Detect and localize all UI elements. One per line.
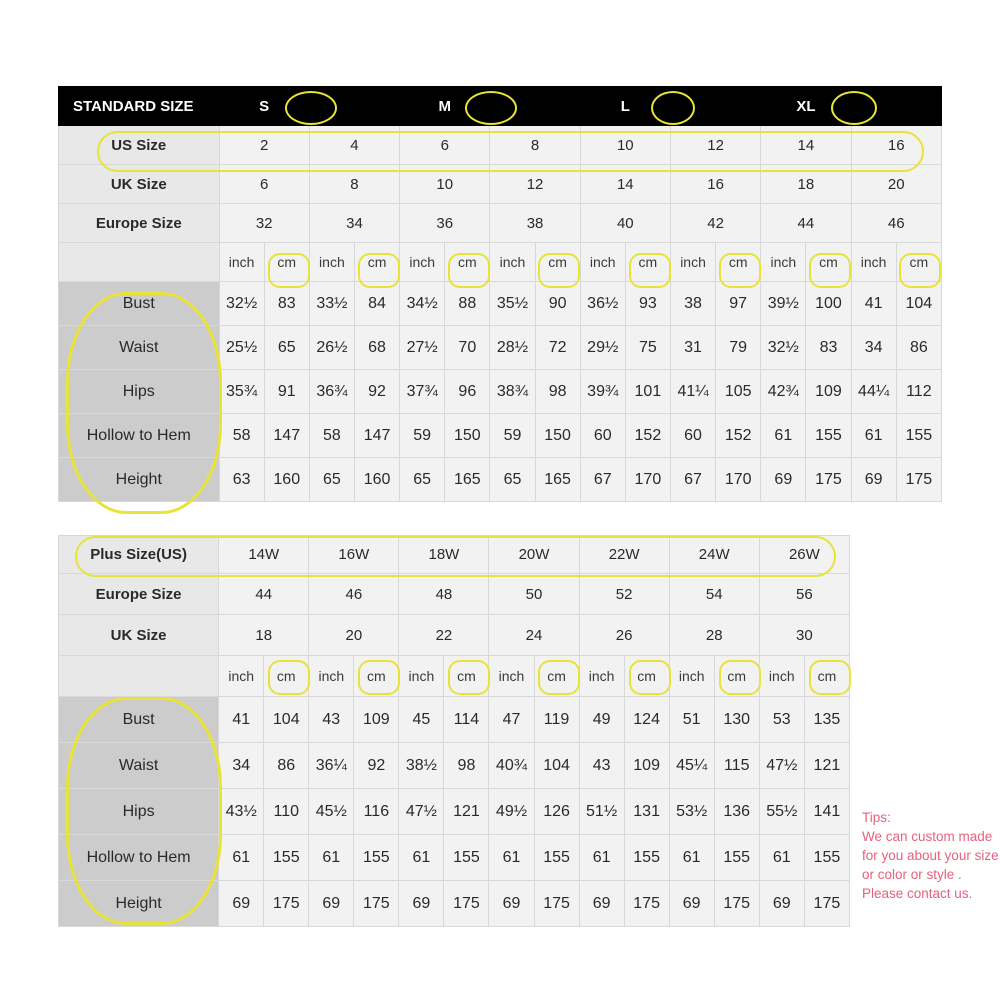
hollow-plus-9: 155 [624,835,669,881]
row-plus-size [59,536,850,574]
hollow-plus-8: 61 [579,835,624,881]
hollow-plus-10: 61 [669,835,714,881]
height-plus-8: 69 [579,881,624,927]
plus-eu-2: 48 [399,574,489,615]
height-plus-9: 175 [624,881,669,927]
waist-plus-4: 38½ [399,743,444,789]
row-label-plus-size: Plus Size(US) [59,536,219,574]
uk-size-1: 8 [309,165,399,204]
height-plus-12: 69 [759,881,804,927]
standard-header-row [59,87,942,126]
height-plus-3: 175 [354,881,399,927]
row-plus-uk-size [59,615,850,656]
bust-std-11: 97 [716,282,761,326]
waist-plus-0: 34 [219,743,264,789]
waist-plus-5: 98 [444,743,489,789]
unit-cm-1: cm [354,243,399,282]
height-std-4: 65 [400,458,445,502]
bust-std-5: 88 [445,282,490,326]
hips-std-6: 38¾ [490,370,535,414]
height-std-9: 170 [625,458,670,502]
row-hollow-to-hem-plus [59,835,850,881]
uk-size-2: 10 [400,165,490,204]
hips-plus-8: 51½ [579,789,624,835]
standard-title: STANDARD SIZE [59,87,220,126]
waist-plus-1: 86 [264,743,309,789]
height-std-12: 69 [761,458,806,502]
bust-std-4: 34½ [400,282,445,326]
row-label-bust: Bust [59,282,220,326]
unit-inch-3: inch [490,243,535,282]
bust-plus-11: 130 [714,697,759,743]
plus-eu-0: 44 [219,574,309,615]
bust-std-15: 104 [896,282,941,326]
plus-unit-inch-1: inch [309,656,354,697]
hollow-std-15: 155 [896,414,941,458]
hips-plus-6: 49½ [489,789,534,835]
row-units-standard [59,243,942,282]
unit-cm-2: cm [445,243,490,282]
tips-line-2: We can custom made [862,829,993,844]
eu-size-7: 46 [851,204,941,243]
unit-inch-5: inch [670,243,715,282]
waist-std-4: 27½ [400,326,445,370]
hips-std-12: 42¾ [761,370,806,414]
height-std-8: 67 [580,458,625,502]
hollow-std-13: 155 [806,414,851,458]
bust-plus-2: 43 [309,697,354,743]
eu-size-1: 34 [309,204,399,243]
waist-std-3: 68 [354,326,399,370]
row-plus-europe-size [59,574,850,615]
tips-line-4: or color or style . [862,867,962,882]
plus-uk-2: 22 [399,615,489,656]
plus-size-0: 14W [219,536,309,574]
hips-plus-11: 136 [714,789,759,835]
waist-std-11: 79 [716,326,761,370]
waist-std-13: 83 [806,326,851,370]
waist-plus-10: 45¼ [669,743,714,789]
waist-std-7: 72 [535,326,580,370]
row-label-waist: Waist [59,326,220,370]
row-waist-plus [59,743,850,789]
bust-std-6: 35½ [490,282,535,326]
hips-std-4: 37¾ [400,370,445,414]
height-std-11: 170 [716,458,761,502]
hollow-plus-6: 61 [489,835,534,881]
plus-unit-cm-5: cm [714,656,759,697]
hollow-std-2: 58 [309,414,354,458]
waist-plus-9: 109 [624,743,669,789]
plus-unit-cm-2: cm [444,656,489,697]
us-size-16: 16 [851,126,941,165]
hips-plus-10: 53½ [669,789,714,835]
plus-size-6: 26W [759,536,849,574]
hollow-plus-1: 155 [264,835,309,881]
size-label-s: S [219,87,309,126]
tips-line-3: for you about your size [862,848,999,863]
row-label-plus-europe: Europe Size [59,574,219,615]
plus-unit-cm-4: cm [624,656,669,697]
waist-std-10: 31 [670,326,715,370]
row-height-standard [59,458,942,502]
row-units-plus [59,656,850,697]
bust-std-0: 32½ [219,282,264,326]
plus-eu-1: 46 [309,574,399,615]
plus-unit-inch-6: inch [759,656,804,697]
hips-std-10: 41¼ [670,370,715,414]
hips-plus-5: 121 [444,789,489,835]
waist-plus-13: 121 [804,743,849,789]
unit-inch-7: inch [851,243,896,282]
hips-std-9: 101 [625,370,670,414]
bust-plus-5: 114 [444,697,489,743]
unit-row-label [59,243,220,282]
height-plus-2: 69 [309,881,354,927]
plus-row-label-hollow-to-hem: Hollow to Hem [59,835,219,881]
hips-std-0: 35¾ [219,370,264,414]
height-std-10: 67 [670,458,715,502]
unit-cm-7: cm [896,243,941,282]
hollow-std-9: 152 [625,414,670,458]
plus-row-label-height: Height [59,881,219,927]
hollow-plus-4: 61 [399,835,444,881]
hollow-std-4: 59 [400,414,445,458]
hips-plus-2: 45½ [309,789,354,835]
hollow-plus-7: 155 [534,835,579,881]
row-label-height: Height [59,458,220,502]
hollow-std-1: 147 [264,414,309,458]
size-label-l: L [580,87,670,126]
hollow-std-6: 59 [490,414,535,458]
standard-size-table [58,86,942,502]
unit-inch-2: inch [400,243,445,282]
tips-block [862,808,1000,903]
waist-std-5: 70 [445,326,490,370]
plus-unit-inch-4: inch [579,656,624,697]
plus-uk-5: 28 [669,615,759,656]
size-spacer-1 [309,87,399,126]
plus-row-label-bust: Bust [59,697,219,743]
hips-std-11: 105 [716,370,761,414]
unit-cm-3: cm [535,243,580,282]
hips-std-14: 44¼ [851,370,896,414]
row-bust-standard [59,282,942,326]
bust-std-1: 83 [264,282,309,326]
height-plus-13: 175 [804,881,849,927]
row-label-us-size: US Size [59,126,220,165]
row-europe-size [59,204,942,243]
waist-plus-6: 40¾ [489,743,534,789]
hips-plus-12: 55½ [759,789,804,835]
height-plus-1: 175 [264,881,309,927]
bust-std-10: 38 [670,282,715,326]
plus-unit-inch-3: inch [489,656,534,697]
height-std-14: 69 [851,458,896,502]
size-spacer-4 [851,87,941,126]
plus-unit-cm-6: cm [804,656,849,697]
hollow-plus-3: 155 [354,835,399,881]
waist-std-15: 86 [896,326,941,370]
bust-plus-4: 45 [399,697,444,743]
bust-plus-13: 135 [804,697,849,743]
plus-size-1: 16W [309,536,399,574]
bust-plus-10: 51 [669,697,714,743]
height-std-7: 165 [535,458,580,502]
hips-std-1: 91 [264,370,309,414]
eu-size-3: 38 [490,204,580,243]
height-std-1: 160 [264,458,309,502]
bust-plus-6: 47 [489,697,534,743]
unit-cm-5: cm [716,243,761,282]
hips-plus-3: 116 [354,789,399,835]
waist-std-8: 29½ [580,326,625,370]
height-plus-7: 175 [534,881,579,927]
us-size-12: 12 [670,126,760,165]
height-std-5: 165 [445,458,490,502]
waist-std-1: 65 [264,326,309,370]
row-hips-standard [59,370,942,414]
waist-plus-2: 36¼ [309,743,354,789]
row-label-plus-uk: UK Size [59,615,219,656]
size-label-m: M [400,87,490,126]
hips-std-2: 36¾ [309,370,354,414]
bust-std-2: 33½ [309,282,354,326]
us-size-6: 6 [400,126,490,165]
bust-plus-8: 49 [579,697,624,743]
waist-std-14: 34 [851,326,896,370]
plus-unit-cm-0: cm [264,656,309,697]
waist-plus-7: 104 [534,743,579,789]
plus-row-label-waist: Waist [59,743,219,789]
hollow-std-14: 61 [851,414,896,458]
hips-plus-9: 131 [624,789,669,835]
hollow-std-10: 60 [670,414,715,458]
bust-plus-9: 124 [624,697,669,743]
plus-size-3: 20W [489,536,579,574]
uk-size-0: 6 [219,165,309,204]
hollow-plus-2: 61 [309,835,354,881]
us-size-2: 2 [219,126,309,165]
bust-std-7: 90 [535,282,580,326]
row-waist-standard [59,326,942,370]
tips-line-5: Please contact us. [862,886,973,901]
plus-unit-cm-3: cm [534,656,579,697]
height-plus-10: 69 [669,881,714,927]
plus-size-5: 24W [669,536,759,574]
hollow-std-12: 61 [761,414,806,458]
hollow-std-8: 60 [580,414,625,458]
us-size-10: 10 [580,126,670,165]
waist-plus-8: 43 [579,743,624,789]
unit-inch-1: inch [309,243,354,282]
waist-std-9: 75 [625,326,670,370]
hollow-plus-12: 61 [759,835,804,881]
plus-unit-row-label [59,656,219,697]
plus-eu-3: 50 [489,574,579,615]
height-std-6: 65 [490,458,535,502]
hollow-std-3: 147 [354,414,399,458]
plus-eu-6: 56 [759,574,849,615]
hips-plus-7: 126 [534,789,579,835]
row-uk-size [59,165,942,204]
plus-unit-inch-5: inch [669,656,714,697]
waist-plus-12: 47½ [759,743,804,789]
hips-plus-4: 47½ [399,789,444,835]
size-spacer-2 [490,87,580,126]
waist-std-6: 28½ [490,326,535,370]
hips-std-13: 109 [806,370,851,414]
bust-std-12: 39½ [761,282,806,326]
bust-std-14: 41 [851,282,896,326]
height-plus-11: 175 [714,881,759,927]
unit-inch-0: inch [219,243,264,282]
hollow-plus-5: 155 [444,835,489,881]
row-label-uk-size: UK Size [59,165,220,204]
uk-size-3: 12 [490,165,580,204]
plus-unit-inch-0: inch [219,656,264,697]
eu-size-6: 44 [761,204,851,243]
unit-cm-6: cm [806,243,851,282]
plus-size-4: 22W [579,536,669,574]
eu-size-4: 40 [580,204,670,243]
bust-std-9: 93 [625,282,670,326]
row-bust-plus [59,697,850,743]
hips-std-3: 92 [354,370,399,414]
bust-std-3: 84 [354,282,399,326]
unit-cm-4: cm [625,243,670,282]
row-hips-plus [59,789,850,835]
hips-plus-0: 43½ [219,789,264,835]
bust-std-8: 36½ [580,282,625,326]
row-label-hollow-to-hem: Hollow to Hem [59,414,220,458]
uk-size-5: 16 [670,165,760,204]
plus-uk-4: 26 [579,615,669,656]
uk-size-4: 14 [580,165,670,204]
bust-plus-7: 119 [534,697,579,743]
hips-std-5: 96 [445,370,490,414]
bust-plus-1: 104 [264,697,309,743]
unit-inch-4: inch [580,243,625,282]
waist-plus-11: 115 [714,743,759,789]
plus-uk-0: 18 [219,615,309,656]
height-plus-5: 175 [444,881,489,927]
waist-std-0: 25½ [219,326,264,370]
height-std-15: 175 [896,458,941,502]
plus-eu-4: 52 [579,574,669,615]
plus-row-label-hips: Hips [59,789,219,835]
tips-title: Tips: [862,810,891,825]
hollow-plus-0: 61 [219,835,264,881]
hips-std-15: 112 [896,370,941,414]
hollow-std-7: 150 [535,414,580,458]
hollow-std-5: 150 [445,414,490,458]
hollow-plus-13: 155 [804,835,849,881]
plus-uk-3: 24 [489,615,579,656]
hollow-std-11: 152 [716,414,761,458]
row-hollow-to-hem-standard [59,414,942,458]
plus-unit-cm-1: cm [354,656,399,697]
hips-plus-13: 141 [804,789,849,835]
unit-inch-6: inch [761,243,806,282]
bust-plus-3: 109 [354,697,399,743]
hollow-plus-11: 155 [714,835,759,881]
hollow-std-0: 58 [219,414,264,458]
plus-uk-6: 30 [759,615,849,656]
plus-eu-5: 54 [669,574,759,615]
height-std-3: 160 [354,458,399,502]
row-label-hips: Hips [59,370,220,414]
plus-size-2: 18W [399,536,489,574]
size-label-xl: XL [761,87,851,126]
height-std-2: 65 [309,458,354,502]
us-size-14: 14 [761,126,851,165]
us-size-4: 4 [309,126,399,165]
height-plus-0: 69 [219,881,264,927]
us-size-8: 8 [490,126,580,165]
bust-plus-0: 41 [219,697,264,743]
uk-size-6: 18 [761,165,851,204]
height-plus-4: 69 [399,881,444,927]
waist-plus-3: 92 [354,743,399,789]
height-plus-6: 69 [489,881,534,927]
unit-cm-0: cm [264,243,309,282]
waist-std-12: 32½ [761,326,806,370]
uk-size-7: 20 [851,165,941,204]
plus-unit-inch-2: inch [399,656,444,697]
bust-std-13: 100 [806,282,851,326]
row-height-plus [59,881,850,927]
size-spacer-3 [670,87,760,126]
height-std-13: 175 [806,458,851,502]
waist-std-2: 26½ [309,326,354,370]
plus-size-table [58,535,850,927]
row-us-size [59,126,942,165]
hips-std-7: 98 [535,370,580,414]
hips-std-8: 39¾ [580,370,625,414]
eu-size-2: 36 [400,204,490,243]
bust-plus-12: 53 [759,697,804,743]
plus-uk-1: 20 [309,615,399,656]
hips-plus-1: 110 [264,789,309,835]
height-std-0: 63 [219,458,264,502]
eu-size-0: 32 [219,204,309,243]
eu-size-5: 42 [670,204,760,243]
row-label-europe-size: Europe Size [59,204,220,243]
